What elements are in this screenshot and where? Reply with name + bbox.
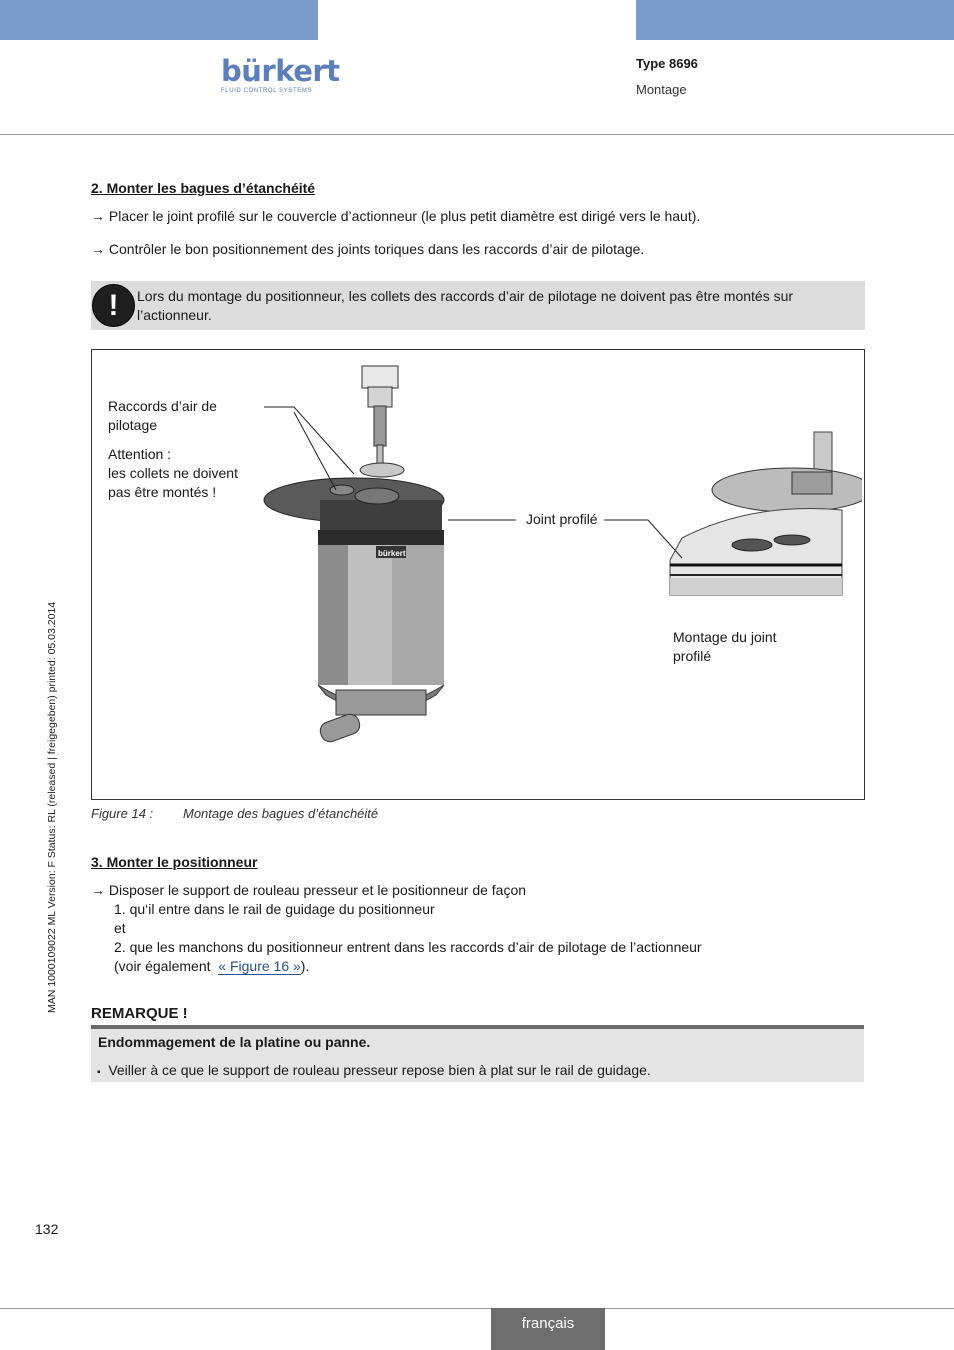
actuator-illustration (264, 463, 444, 744)
label-raccords-line1: Raccords d’air de (108, 398, 217, 414)
figure-caption-text: Montage des bagues d’étanchéité (183, 806, 379, 821)
document-type: Type 8696 (636, 56, 698, 71)
section-2-heading: 2. Monter les bagues d’étanchéité (91, 180, 316, 196)
remarque-heading: Endommagement de la platine ou panne. (98, 1034, 371, 1050)
label-attention (108, 445, 238, 502)
section-3-heading: 3. Monter le positionneur (91, 854, 258, 870)
label-attention-line2: les collets ne doivent (108, 465, 238, 481)
label-raccords (108, 397, 217, 435)
header-bar-left (0, 0, 318, 40)
connector-illustration (362, 366, 398, 473)
figure-caption-number: Figure 14 : (91, 806, 154, 821)
label-raccords-line2: pilotage (108, 417, 158, 433)
language-tab: français (491, 1308, 605, 1350)
step-3-line5: (voir également « Figure 16 »). (114, 958, 310, 974)
step-3-line2: 1. qu‘il entre dans le rail de guidage du positionneur (114, 901, 435, 917)
header-bar-right (636, 0, 954, 40)
section-name: Montage (636, 82, 687, 97)
warning-text: Lors du montage du positionneur, les collets des raccords d’air de pilotage ne doivent pas être montés sur l’actionneur. (137, 288, 794, 323)
step-3 (91, 881, 702, 976)
footer-divider (0, 1308, 954, 1309)
step-2-2 (91, 240, 644, 259)
device-brand-label: bürkert (378, 549, 406, 558)
label-attention-line1: Attention : (108, 446, 172, 462)
arrow-icon: → (91, 241, 105, 257)
label-montage-joint (673, 628, 777, 666)
label-montage-line1: Montage du joint (673, 629, 777, 645)
label-montage-line2: profilé (673, 648, 712, 664)
remarque-bullet (97, 1062, 651, 1078)
warning-exclamation-icon: ! (92, 284, 135, 327)
header-divider (0, 134, 954, 135)
document-metadata: MAN 1000109022 ML Version: F Status: RL (released | freigegeben) printed: 05.03.2014 (46, 601, 58, 1013)
logo-subtitle: FLUID CONTROL SYSTEMS (221, 88, 313, 94)
figure-16-link[interactable]: « Figure 16 » (218, 958, 301, 974)
arrow-icon: → (91, 208, 105, 224)
step-2-1 (91, 207, 700, 226)
remarque-bullet-text: Veiller à ce que le support de rouleau presseur repose bien à plat sur le rail de guidage. (108, 1062, 651, 1078)
page-number: 132 (35, 1221, 59, 1237)
bullet-icon: ▪ (97, 1067, 101, 1078)
label-attention-line3: pas être montés ! (108, 484, 217, 500)
burkert-logo: bürkert (221, 54, 340, 88)
arrow-icon: → (91, 882, 105, 898)
detail-illustration (670, 432, 862, 595)
label-joint-profile: Joint profilé (526, 511, 598, 527)
step-3-line1: Disposer le support de rouleau presseur et le positionneur de façon (108, 882, 527, 898)
step-text: Contrôler le bon positionnement des joints toriques dans les raccords d’air de pilotage. (108, 241, 645, 257)
step-3-line4: 2. que les manchons du positionneur entrent dans les raccords d’air de pilotage de l’actionneur (114, 939, 702, 955)
remarque-title: REMARQUE ! (91, 1005, 188, 1022)
step-text: Placer le joint profilé sur le couvercle d’actionneur (le plus petit diamètre est dirigé vers le haut). (108, 208, 701, 224)
step-3-line3: et (114, 920, 126, 936)
